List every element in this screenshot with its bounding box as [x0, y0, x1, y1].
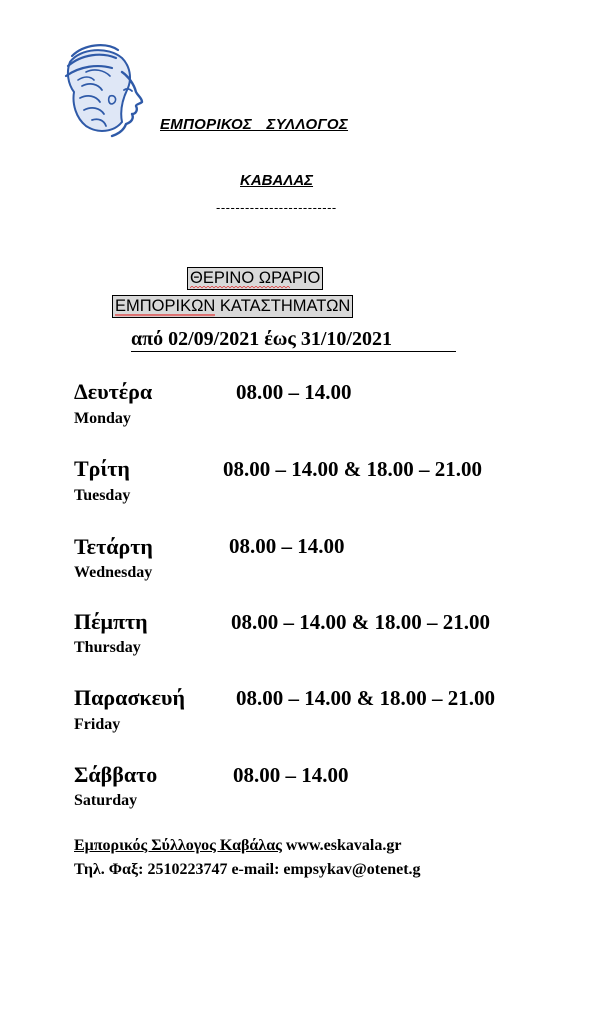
day-greek: Πέμπτη — [74, 609, 148, 634]
opening-hours: 08.00 – 14.00 — [233, 763, 349, 787]
footer-website-link[interactable]: www.eskavala.gr — [281, 837, 402, 854]
validity-period: από 02/09/2021 έως 31/10/2021 — [131, 327, 456, 352]
title-line-2 — [112, 295, 353, 318]
footer-line-1 — [74, 836, 401, 856]
day-english: Saturday — [74, 792, 138, 809]
day-greek: Τετάρτη — [74, 534, 153, 559]
day-greek: Δευτέρα — [74, 379, 153, 404]
day-english: Monday — [74, 410, 131, 427]
day-greek: Παρασκευή — [74, 685, 185, 710]
day-english: Thursday — [74, 639, 141, 656]
opening-hours: 08.00 – 14.00 & 18.00 – 21.00 — [236, 686, 495, 710]
hermes-head-icon — [62, 42, 152, 140]
title-line-2-text: ΕΜΠΟΡΙΚΩΝ ΚΑΤΑΣΤΗΜΑΤΩΝ — [115, 297, 351, 315]
organization-name: ΕΜΠΟΡΙΚΟΣ ΣΥΛΛΟΓΟΣ — [160, 116, 349, 133]
opening-hours: 08.00 – 14.00 & 18.00 – 21.00 — [223, 457, 482, 481]
header-separator: ------------------------- — [216, 200, 337, 215]
title-line-1 — [187, 267, 323, 290]
title-line-1-text: ΘΕΡΙΝΟ ΩΡΑΡΙΟ — [190, 269, 321, 287]
opening-hours: 08.00 – 14.00 — [229, 534, 345, 558]
opening-hours: 08.00 – 14.00 — [236, 380, 352, 404]
footer-organization: Εμπορικός Σύλλογος Καβάλας — [74, 837, 282, 854]
day-english: Friday — [74, 716, 121, 733]
spellcheck-underline — [115, 314, 215, 317]
footer-contact: Τηλ. Φαξ: 2510223747 e-mail: empsykav@otenet.g — [74, 861, 421, 878]
opening-hours: 08.00 – 14.00 & 18.00 – 21.00 — [231, 610, 490, 634]
organization-city: ΚΑΒΑΛΑΣ — [240, 172, 314, 189]
spellcheck-underline — [190, 286, 290, 289]
day-greek: Τρίτη — [74, 456, 130, 481]
day-english: Tuesday — [74, 487, 131, 504]
day-greek: Σάββατο — [74, 762, 158, 787]
day-english: Wednesday — [74, 564, 153, 581]
